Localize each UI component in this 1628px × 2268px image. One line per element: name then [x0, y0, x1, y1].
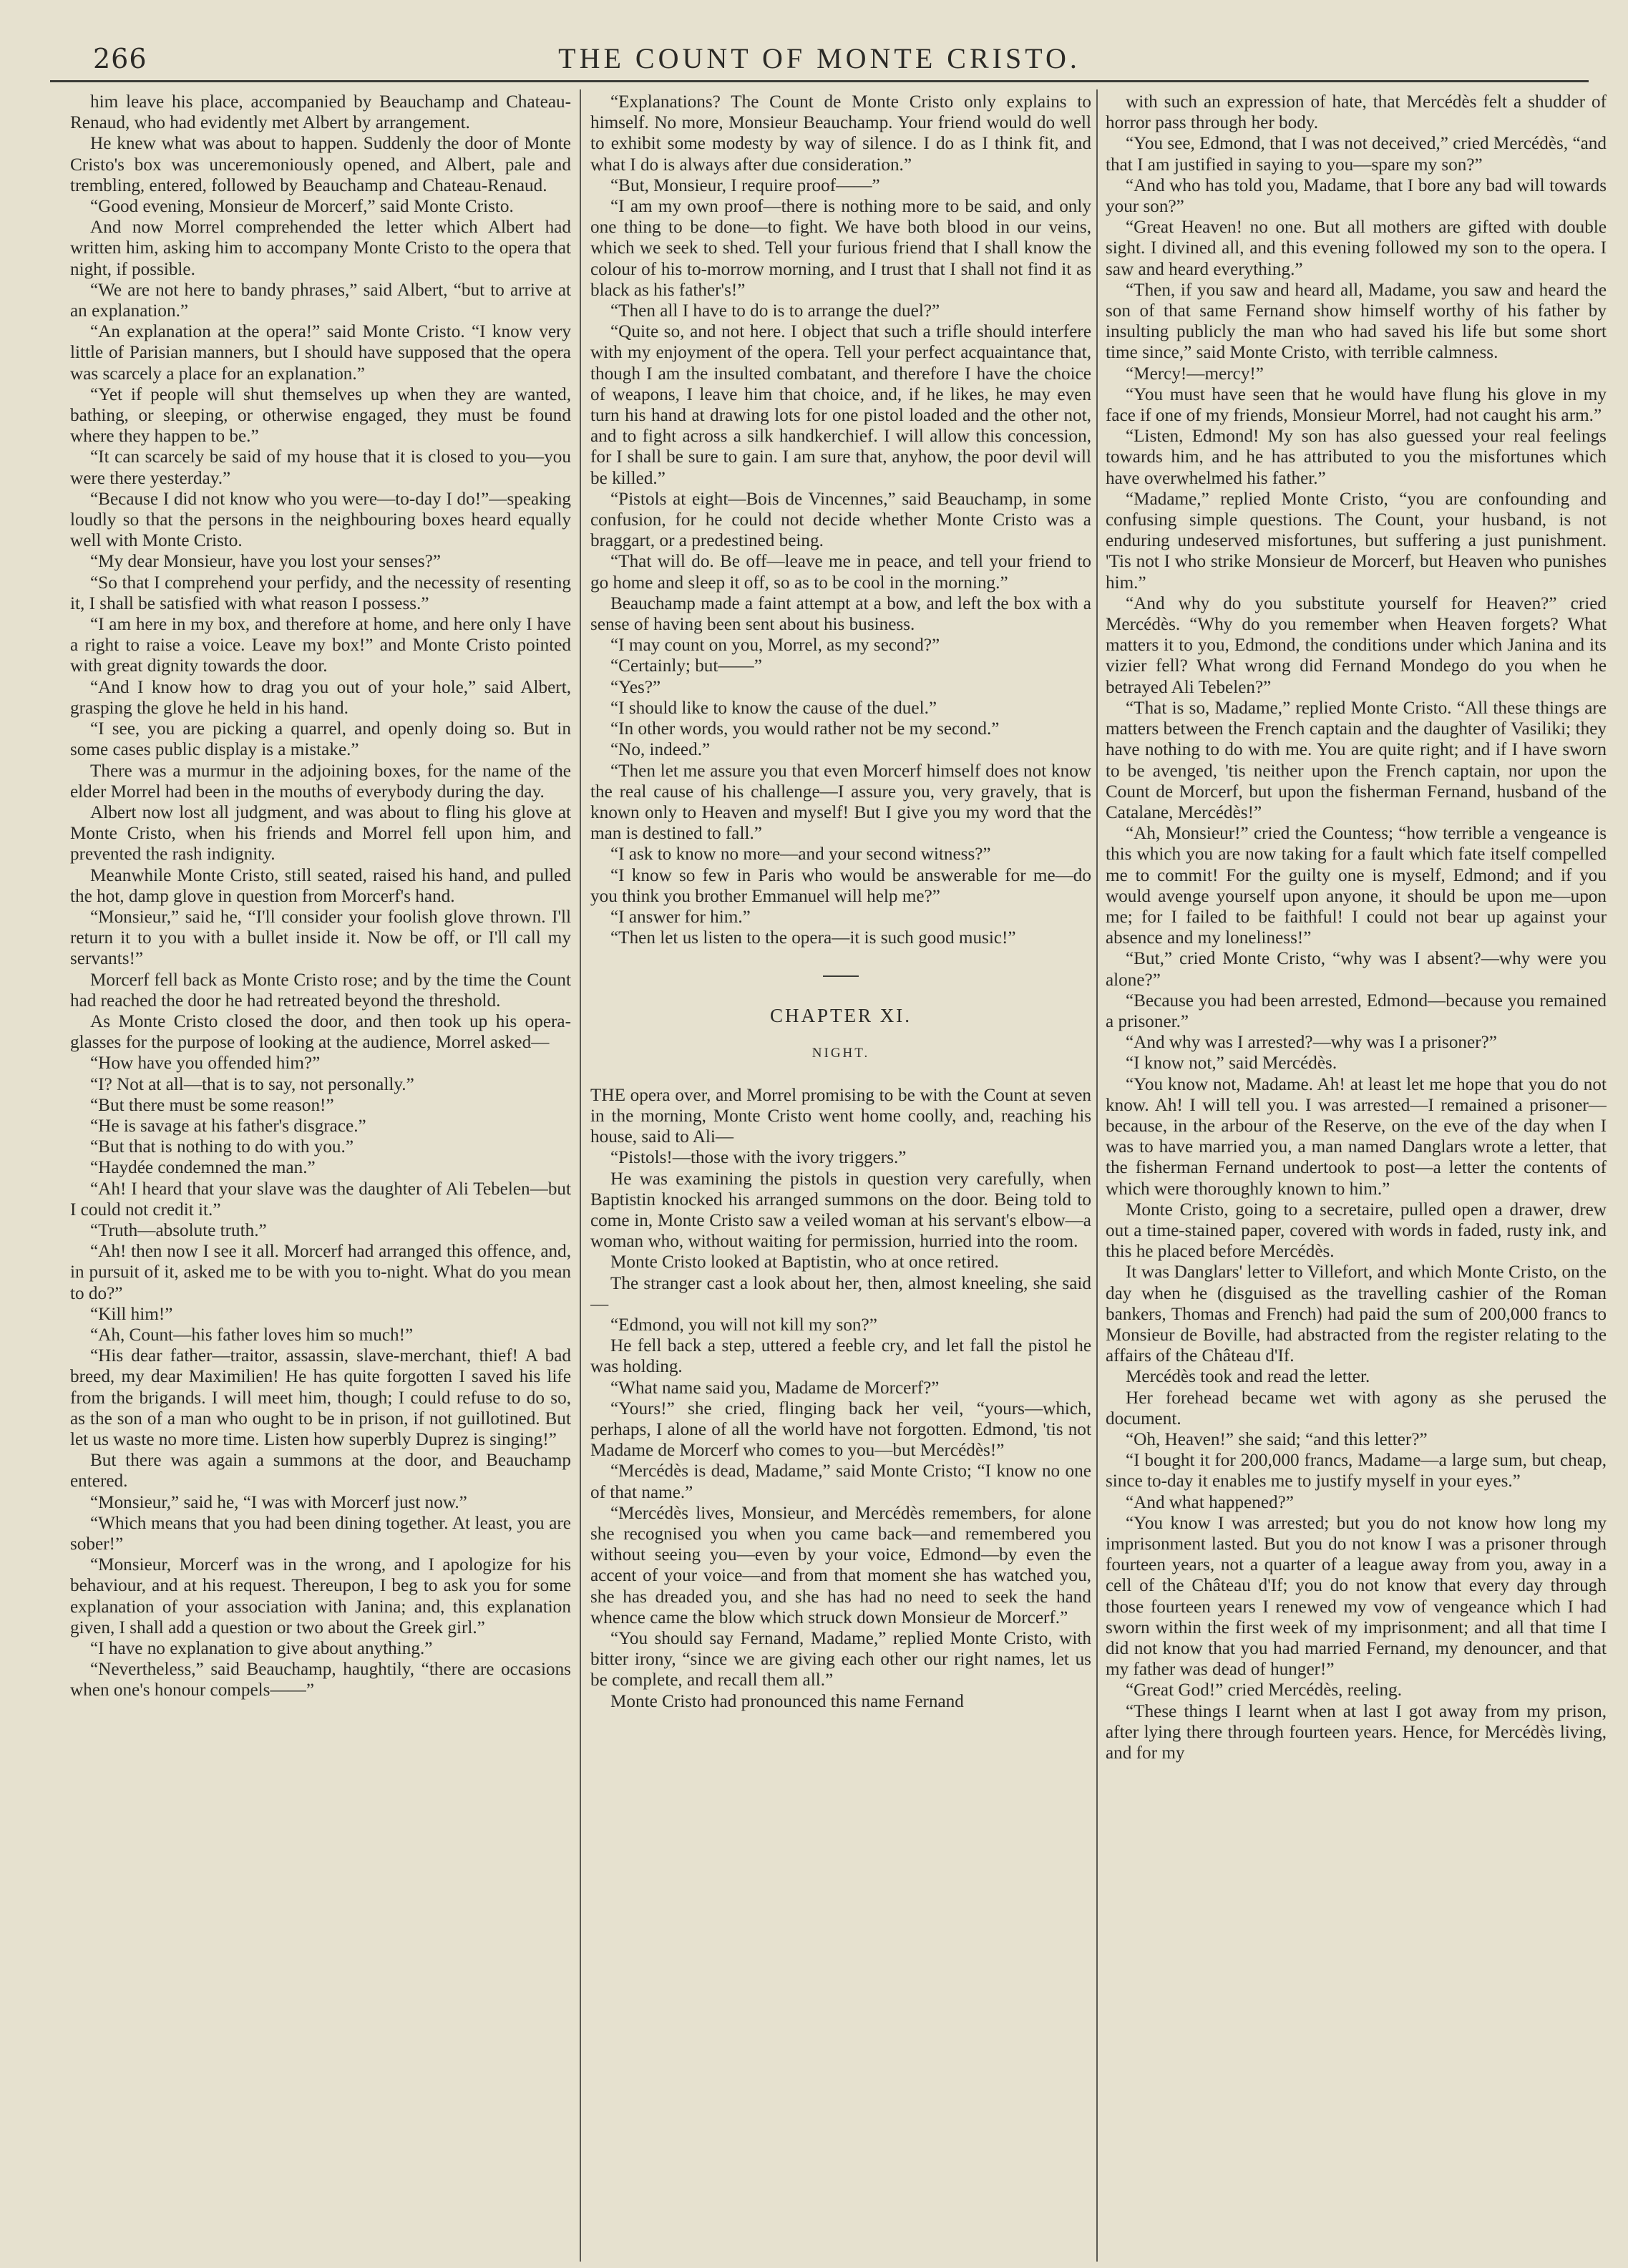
paragraph: He was examining the pistols in question very carefully, when Baptistin knocked his arranged summons on the door. Being told to come in, Monte Cristo saw a veiled woman at his servant's elbow—a woman who, without waiting for permission, hurried into the room.	[590, 1169, 1091, 1252]
paragraph: “Ah, Count—his father loves him so much!”	[90, 1325, 414, 1345]
text-column-2	[590, 92, 1091, 2253]
paragraph: Meanwhile Monte Cristo, still seated, raised his hand, and pulled the hot, damp glove in question from Morcerf's hand.	[70, 865, 571, 906]
paragraph: “That will do. Be off—leave me in peace, and tell your friend to go home and sleep it off, so as to be cool in the morning.”	[590, 552, 1091, 593]
paragraph: It was Danglars' letter to Villefort, and which Monte Cristo, on the day when he (disguised as the travelling cashier of the Roman bankers, Thomas and French) had paid the sum of 200,000 francs to Monsieur de Boville, had abstracted from the register relating to the affairs of the Château d'If.	[1106, 1262, 1607, 1366]
paragraph: “What name said you, Madame de Morcerf?”	[610, 1378, 940, 1398]
paragraph: “Ah! I heard that your slave was the daughter of Ali Tebelen—but I could not credit it.”	[70, 1179, 571, 1220]
paragraph: “I should like to know the cause of the duel.”	[610, 698, 937, 718]
column-rule-left	[580, 89, 581, 2262]
paragraph: “Yes?”	[610, 677, 661, 697]
paragraph: “Mercy!—mercy!”	[1126, 364, 1264, 384]
paragraph: The stranger cast a look about her, then, almost kneeling, she said—	[590, 1273, 1091, 1314]
paragraph: “These things I learnt when at last I got away from my prison, after lying there through fourteen years. Hence, for Mercédès living, and for my	[1106, 1701, 1607, 1763]
paragraph: “Kill him!”	[90, 1304, 173, 1324]
paragraph: “Because I did not know who you were—to-day I do!”—speaking loudly so that the persons in the neighbouring boxes heard equally well with Monte Cristo.	[70, 489, 571, 551]
paragraph: “So that I comprehend your perfidy, and the necessity of resenting it, I shall be satisfied with what reason I possess.”	[70, 573, 571, 613]
text-column-3	[1106, 92, 1607, 2253]
paragraph: “And what happened?”	[1126, 1492, 1294, 1512]
paragraph: “Certainly; but——”	[610, 656, 762, 676]
running-title: THE COUNT OF MONTE CRISTO.	[558, 42, 1081, 74]
paragraph: “Pistols at eight—Bois de Vincennes,” said Beauchamp, in some confusion, for he could not decide whether Monte Cristo was a braggart, or a predestined being.	[590, 489, 1091, 551]
paragraph: “And why do you substitute yourself for Heaven?” cried Mercédès. “Why do you remember when Heaven forgets? What matters it to you, Edmond, the conditions under which Janina and its vizier fell? What wrong did Fernand Mondego do you when he betrayed Ali Tebelen?”	[1106, 593, 1607, 697]
paragraph: Beauchamp made a faint attempt at a bow, and left the box with a sense of having been sent about his business.	[590, 593, 1091, 635]
paragraph: Albert now lost all judgment, and was about to fling his glove at Monte Cristo, when his friends and Morrel fell upon him, and prevented the rash indignity.	[70, 802, 571, 865]
paragraph: “Ah! then now I see it all. Morcerf had arranged this offence, and, in pursuit of it, asked me to be with you to-night. What do you mean to do?”	[70, 1242, 571, 1303]
paragraph: “Listen, Edmond! My son has also guessed your real feelings towards him, and he has attributed to you the misfortunes which have overwhelmed his father.”	[1106, 427, 1607, 488]
chapter-divider	[823, 975, 859, 977]
paragraph: “I am my own proof—there is nothing more to be said, and only one thing to be done—to fight. We have both blood in our veins, which we seek to shed. Tell your furious friend that I shall know the colour of his to-morrow morning, and I trust that I shall not find it as black as his father's!”	[590, 197, 1091, 300]
paragraph: Morcerf fell back as Monte Cristo rose; and by the time the Count had reached the door he had retreated beyond the threshold.	[70, 970, 571, 1011]
paragraph: “Nevertheless,” said Beauchamp, haughtily, “there are occasions when one's honour compels——”	[70, 1660, 571, 1700]
paragraph: “I am here in my box, and therefore at home, and here only I have a right to raise a voice. Leave my box!” and Monte Cristo pointed with great dignity towards the door.	[70, 615, 571, 676]
paragraph: “It can scarcely be said of my house that it is closed to you—you were there yesterday.”	[70, 447, 571, 488]
paragraph: “I answer for him.”	[610, 907, 751, 927]
paragraph: him leave his place, accompanied by Beauchamp and Chateau-Renaud, who had evidently met Albert by arrangement.	[70, 92, 571, 133]
paragraph: “An explanation at the opera!” said Monte Cristo. “I know very little of Parisian manners, but I should have supposed that the opera was scarcely a place for an explanation.”	[70, 322, 571, 384]
paragraph: Mercédès took and read the letter.	[1126, 1367, 1370, 1387]
text-column-1	[70, 92, 571, 2253]
paragraph: Her forehead became wet with agony as she perused the document.	[1106, 1388, 1607, 1429]
paragraph: “I know not,” said Mercédès.	[1126, 1053, 1337, 1074]
paragraph: “Oh, Heaven!” she said; “and this letter?”	[1126, 1430, 1428, 1449]
paragraph: “I have no explanation to give about anything.”	[90, 1639, 433, 1659]
paragraph: “Truth—absolute truth.”	[90, 1220, 267, 1240]
paragraph: “Edmond, you will not kill my son?”	[610, 1315, 877, 1335]
paragraph: “Pistols!—those with the ivory triggers.”	[610, 1148, 907, 1168]
paragraph: “He is savage at his father's disgrace.”	[90, 1116, 366, 1136]
paragraph: “Monsieur, Morcerf was in the wrong, and I apologize for his behaviour, and at his request. Thereupon, I beg to ask you for some explanation of your association with Janina; and, this explanation given, I shall add a question or two about the Greek girl.”	[70, 1555, 571, 1637]
paragraph: “Ah, Monsieur!” cried the Countess; “how terrible a vengeance is this which you are now taking for a fault which fate itself compelled me to commit! For the guilty one is myself, Edmond; and if you would avenge yourself upon anyone, it should be upon me—upon me; for I failed to be faithful! I could not bear up against your absence and my loneliness!”	[1106, 824, 1607, 948]
paragraph: “Great Heaven! no one. But all mothers are gifted with double sight. I divined all, and this evening followed my son to the opera. I saw and heard everything.”	[1106, 218, 1607, 279]
paragraph: “We are not here to bandy phrases,” said Albert, “but to arrive at an explanation.”	[70, 280, 571, 321]
paragraph: Monte Cristo, going to a secretaire, pulled open a drawer, drew out a time-stained paper, covered with words in faded, rusty ink, and this he placed before Mercédès.	[1106, 1199, 1607, 1262]
paragraph: As Monte Cristo closed the door, and then took up his opera-glasses for the purpose of looking at the audience, Morrel asked—	[70, 1011, 571, 1053]
paragraph: “Great God!” cried Mercédès, reeling.	[1126, 1680, 1403, 1700]
paragraph: “I see, you are picking a quarrel, and openly doing so. But in some cases public display is a mistake.”	[70, 719, 571, 760]
paragraph: He fell back a step, uttered a feeble cry, and let fall the pistol he was holding.	[590, 1336, 1091, 1377]
paragraph: Monte Cristo looked at Baptistin, who at once retired.	[610, 1252, 999, 1272]
paragraph: “Which means that you had been dining together. At least, you are sober!”	[70, 1513, 571, 1554]
paragraph: “And I know how to drag you out of your hole,” said Albert, grasping the glove he held in his hand.	[70, 677, 571, 718]
paragraph: “I? Not at all—that is to say, not personally.”	[90, 1074, 414, 1094]
paragraph: “But that is nothing to do with you.”	[90, 1137, 354, 1157]
paragraph: “Mercédès is dead, Madame,” said Monte Cristo; “I know no one of that name.”	[590, 1461, 1091, 1502]
paragraph: “I bought it for 200,000 francs, Madame—a large sum, but cheap, since to-day it enables me to justify myself in your eyes.”	[1106, 1451, 1607, 1491]
paragraph: “Madame,” replied Monte Cristo, “you are confounding and confusing simple questions. The Count, your husband, is not enduring undeserved misfortunes, but suffering a just punishment. 'Tis not I who strike Monsieur de Morcerf, but Heaven who punishes him.”	[1106, 489, 1607, 593]
paragraph: “That is so, Madame,” replied Monte Cristo. “All these things are matters between the French captain and the daughter of Vasiliki; they have nothing to do with me. You are quite right; and if I have sworn to be avenged, 'tis neither upon the French captain, nor upon the Count de Morcerf, but upon the fisherman Fernand, husband of the Catalane, Mercédès!”	[1106, 698, 1607, 822]
page-number: 266	[93, 43, 147, 74]
column-2-continuation	[590, 92, 1091, 948]
paragraph: “You know not, Madame. Ah! at least let me hope that you do not know. Ah! I will tell you. I was arrested—I remained a prisoner—because, in the arbour of the Reserve, on the eve of the day when I was to have married you, a man named Danglars wrote a letter, that the fisherman Fernand undertook to post—a letter the contents of which were thoroughly known to him.”	[1106, 1074, 1607, 1199]
page-header	[50, 37, 1589, 82]
paragraph: He knew what was about to happen. Suddenly the door of Monte Cristo's box was unceremoniously opened, and Albert, pale and trembling, entered, followed by Beauchamp and Chateau-Renaud.	[70, 134, 571, 195]
paragraph: “Haydée condemned the man.”	[90, 1158, 316, 1178]
column-rule-right	[1096, 89, 1098, 2262]
paragraph: “Monsieur,” said he, “I was with Morcerf just now.”	[90, 1492, 467, 1512]
paragraph: “No, indeed.”	[610, 740, 711, 760]
paragraph: “Yet if people will shut themselves up when they are wanted, bathing, or sleeping, or otherwise engaged, they must be found where they happen to be.”	[70, 384, 571, 447]
paragraph: “I ask to know no more—and your second witness?”	[610, 845, 991, 865]
paragraph: with such an expression of hate, that Mercédès felt a shudder of horror pass through her body.	[1106, 92, 1607, 133]
paragraph: “Monsieur,” said he, “I'll consider your foolish glove thrown. I'll return it to you with a bullet inside it. Now be off, or I'll call my servants!”	[70, 907, 571, 969]
paragraph: “My dear Monsieur, have you lost your senses?”	[90, 552, 442, 572]
paragraph: But there was again a summons at the door, and Beauchamp entered.	[70, 1451, 571, 1491]
chapter-subtitle: NIGHT.	[811, 1045, 870, 1061]
paragraph: And now Morrel comprehended the letter which Albert had written him, asking him to accompany Monte Cristo to the opera that night, if possible.	[70, 218, 571, 279]
paragraph: “And who has told you, Madame, that I bore any bad will towards your son?”	[1106, 175, 1607, 217]
paragraph: “You should say Fernand, Madame,” replied Monte Cristo, with bitter irony, “since we are giving each other our right names, let us be complete, and recall them all.”	[590, 1629, 1091, 1690]
paragraph: Monte Cristo had pronounced this name Fernand	[610, 1691, 964, 1711]
paragraph: “Then let us listen to the opera—it is such good music!”	[610, 928, 1016, 948]
paragraph: “Then, if you saw and heard all, Madame, you saw and heard the son of that same Fernand show himself worthy of his father by insulting publicly the man who had saved his life but some short time since,” said Monte Cristo, with terrible calmness.	[1106, 280, 1607, 363]
paragraph: “Yours!” she cried, flinging back her veil, “yours—which, perhaps, I alone of all the world have not forgotten. Edmond, 'tis not Madame de Morcerf who comes to you—but Mercédès!”	[590, 1398, 1091, 1461]
paragraph: “How have you offended him?”	[90, 1053, 321, 1074]
paragraph: “Good evening, Monsieur de Morcerf,” said Monte Cristo.	[90, 197, 514, 217]
paragraph: “You see, Edmond, that I was not deceived,” cried Mercédès, “and that I am justified in saying to you—spare my son?”	[1106, 134, 1607, 175]
paragraph: “I know so few in Paris who would be answerable for me—do you think you brother Emmanuel will help me?”	[590, 865, 1091, 906]
chapter-title: CHAPTER XI.	[769, 1005, 912, 1027]
paragraph: “Mercédès lives, Monsieur, and Mercédès remembers, for alone she recognised you when you came back—and remembered you without seeing you—even by your voice, Edmond—by even the accent of your voice—and from that moment she has watched you, she has dreaded you, and she has had no need to seek the hand whence came the blow which struck down Monsieur de Morcerf.”	[590, 1503, 1091, 1627]
paragraph: “In other words, you would rather not be my second.”	[610, 719, 1000, 739]
paragraph: “Because you had been arrested, Edmond—because you remained a prisoner.”	[1106, 991, 1607, 1031]
paragraph: “You know I was arrested; but you do not know how long my imprisonment lasted. But you do not know I was a prisoner through fourteen years, not a quarter of a league away from you, away in a cell of the Château d'If; you do not know that every day through those fourteen years I renewed my vow of vengeance which I had sworn within the first week of my imprisonment; and all that time I did not know that you had married Fernand, my denouncer, and that my father was dead of hunger!”	[1106, 1513, 1607, 1680]
paragraph: “And why was I arrested?—why was I a prisoner?”	[1126, 1033, 1497, 1053]
paragraph: THE opera over, and Morrel promising to be with the Count at seven in the morning, Monte Cristo went home coolly, and, reaching his house, said to Ali—	[590, 1085, 1091, 1147]
paragraph: “You must have seen that he would have flung his glove in my face if one of my friends, Monsieur Morrel, had not caught his arm.”	[1106, 384, 1607, 426]
paragraph: “But,” cried Monte Cristo, “why was I absent?—why were you alone?”	[1106, 949, 1607, 990]
paragraph: “Explanations? The Count de Monte Cristo only explains to himself. No more, Monsieur Beauchamp. Your friend would do well to exhibit some modesty by way of silence. I do as I think fit, and what I do is always after due consideration.”	[590, 92, 1091, 175]
paragraph: “I may count on you, Morrel, as my second?”	[610, 636, 940, 656]
paragraph: There was a murmur in the adjoining boxes, for the name of the elder Morrel had been in the mouths of everybody during the day.	[70, 761, 571, 802]
paragraph: “But there must be some reason!”	[90, 1095, 334, 1115]
paragraph: “Then all I have to do is to arrange the duel?”	[610, 301, 940, 321]
chapter-body	[590, 1085, 1091, 1712]
paragraph: “But, Monsieur, I require proof——”	[610, 175, 880, 195]
paragraph: “Quite so, and not here. I object that such a trifle should interfere with my enjoyment of the opera. Tell your perfect acquaintance that, though I am the insulted combatant, and therefore I have the choice of weapons, I leave him that choice, and, if he likes, he may even turn his hand at drawing lots for one pistol loaded and the other not, and to fight across a silk handkerchief. I will allow this concession, for I shall be sure to gain. I am sure that, anyhow, the poor devil will be killed.”	[590, 322, 1091, 488]
paragraph: “Then let me assure you that even Morcerf himself does not know the real cause of his challenge—I assure you, very gravely, that is known only to Heaven and myself! But I give you my word that the man is destined to fall.”	[590, 761, 1091, 844]
paragraph: “His dear father—traitor, assassin, slave-merchant, thief! A bad breed, my dear Maximilien! He has quite forgotten I saved his life from the brigands. I will meet him, though; I could refuse to do so, as the son of a man who ought to be in prison, if not guillotined. But let us waste no more time. Listen how superbly Duprez is singing!”	[70, 1346, 571, 1449]
